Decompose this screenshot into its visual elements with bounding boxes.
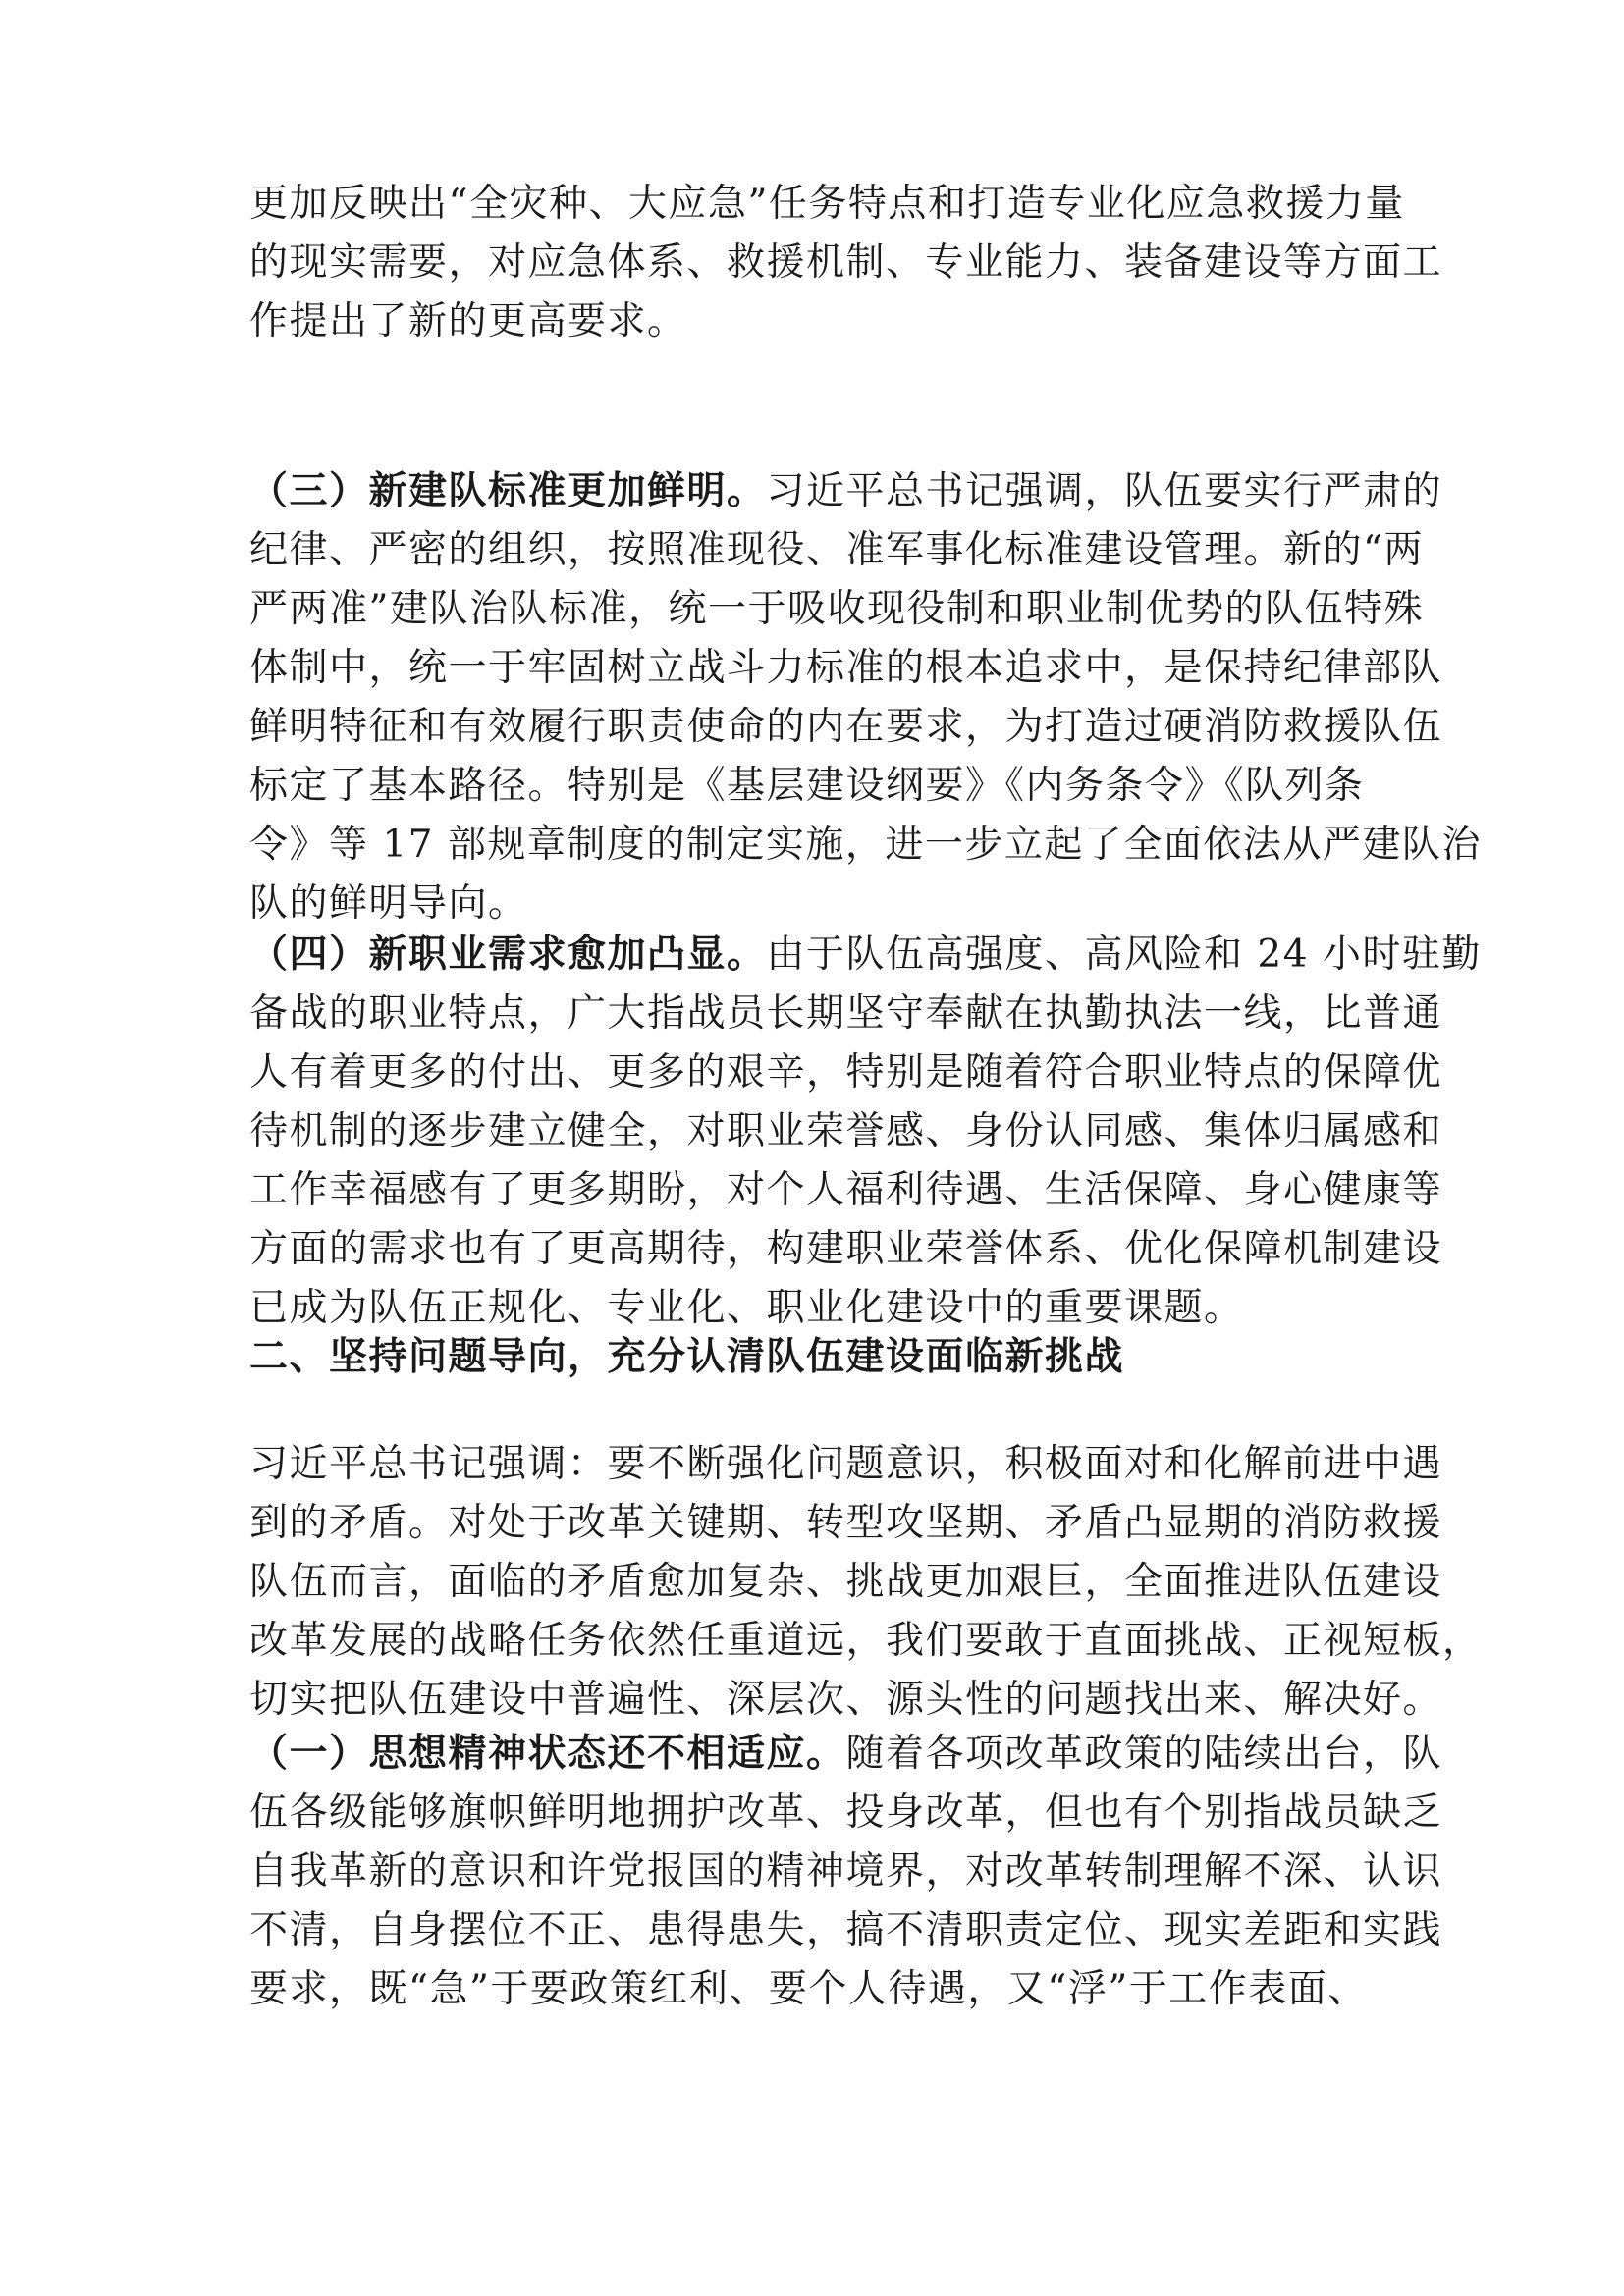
section-lead-bold: （三）新建队标准更加鲜明。	[249, 468, 767, 513]
paragraph-4	[249, 1435, 1483, 1730]
paragraph-line: 队伍而言，面临的矛盾愈加复杂、挑战更加艰巨，全面推进队伍建设	[249, 1560, 1443, 1604]
paragraph-line: 自我革新的意识和许党报国的精神境界，对改革转制理解不深、认识	[249, 1849, 1443, 1894]
section-lead-bold: （四）新职业需求愈加凸显。	[249, 932, 767, 977]
paragraph-line: 鲜明特征和有效履行职责使命的内在要求，为打造过硬消防救援队伍	[249, 705, 1443, 749]
paragraph-line: 队的鲜明导向。	[249, 881, 528, 926]
section-lead-bold: （一）思想精神状态还不相适应。	[249, 1731, 846, 1776]
paragraph-line: 令》等 17 部规章制度的制定实施，进一步立起了全面依法从严建队治	[249, 823, 1482, 867]
paragraph-line: 切实把队伍建设中普遍性、深层次、源头性的问题找出来、解决好。	[249, 1678, 1443, 1722]
paragraph-line: 习近平总书记强调：要不断强化问题意识，积极面对和化解前进中遇	[249, 1442, 1443, 1486]
paragraph-line: 已成为队伍正规化、专业化、职业化建设中的重要课题。	[249, 1286, 1244, 1330]
paragraph-line	[249, 461, 1482, 521]
paragraph-line	[249, 925, 1482, 985]
paragraph-line: 伍各级能够旗帜鲜明地拥护改革、投身改革，但也有个别指战员缺乏	[249, 1790, 1443, 1835]
paragraph-line: 待机制的逐步建立健全，对职业荣誉感、身份认同感、集体归属感和	[249, 1109, 1443, 1153]
paragraph-line: 标定了基本路径。特别是《基层建设纲要》《内务条令》《队列条	[249, 764, 1365, 808]
paragraph-text: 由于队伍高强度、高风险和 24 小时驻勤	[766, 933, 1482, 977]
section-heading: 二、坚持问题导向，充分认清队伍建设面临新挑战	[249, 1334, 1125, 1379]
paragraph-text: 习近平总书记强调，队伍要实行严肃的	[766, 469, 1443, 513]
paragraph-line: 严两准”建队治队标准，统一于吸收现役制和职业制优势的队伍特殊	[249, 587, 1424, 631]
paragraph-line	[249, 1724, 1442, 1784]
paragraph-line: 备战的职业特点，广大指战员长期坚守奉献在执勤执法一线，比普通	[249, 991, 1443, 1036]
paragraph-line: 改革发展的战略任务依然任重道远，我们要敢于直面挑战、正视短板，	[249, 1619, 1483, 1663]
paragraph-2	[249, 461, 1482, 934]
paragraph-line: 工作幸福感有了更多期盼，对个人福利待遇、生活保障、身心健康等	[249, 1168, 1443, 1212]
paragraph-line: 更加反映出“全灾种、大应急”任务特点和打造专业化应急救援力量	[249, 182, 1405, 226]
paragraph-line: 的现实需要，对应急体系、救援机制、专业能力、装备建设等方面工	[249, 240, 1443, 285]
paragraph-line: 到的矛盾。对处于改革关键期、转型攻坚期、矛盾凸显期的消防救援	[249, 1501, 1443, 1545]
paragraph-line: 人有着更多的付出、更多的艰辛，特别是随着符合职业特点的保障优	[249, 1050, 1443, 1095]
paragraph-line: 方面的需求也有了更高期待，构建职业荣誉体系、优化保障机制建设	[249, 1227, 1443, 1271]
paragraph-line: 纪律、严密的组织，按照准现役、准军事化标准建设管理。新的“两	[249, 528, 1424, 572]
paragraph-text: 随着各项改革政策的陆续出台，队	[845, 1732, 1443, 1776]
paragraph-line: 作提出了新的更高要求。	[249, 299, 687, 344]
paragraph-line: 要求，既“急”于要政策红利、要个人待遇，又“浮”于工作表面、	[249, 1967, 1368, 2011]
paragraph-3	[249, 925, 1482, 1338]
paragraph-line: 体制中，统一于牢固树立战斗力标准的根本追求中，是保持纪律部队	[249, 646, 1443, 690]
paragraph-1	[249, 175, 1442, 351]
paragraph-5	[249, 1724, 1442, 2019]
paragraph-line: 不清，自身摆位不正、患得患失，搞不清职责定位、现实差距和实践	[249, 1908, 1443, 1952]
